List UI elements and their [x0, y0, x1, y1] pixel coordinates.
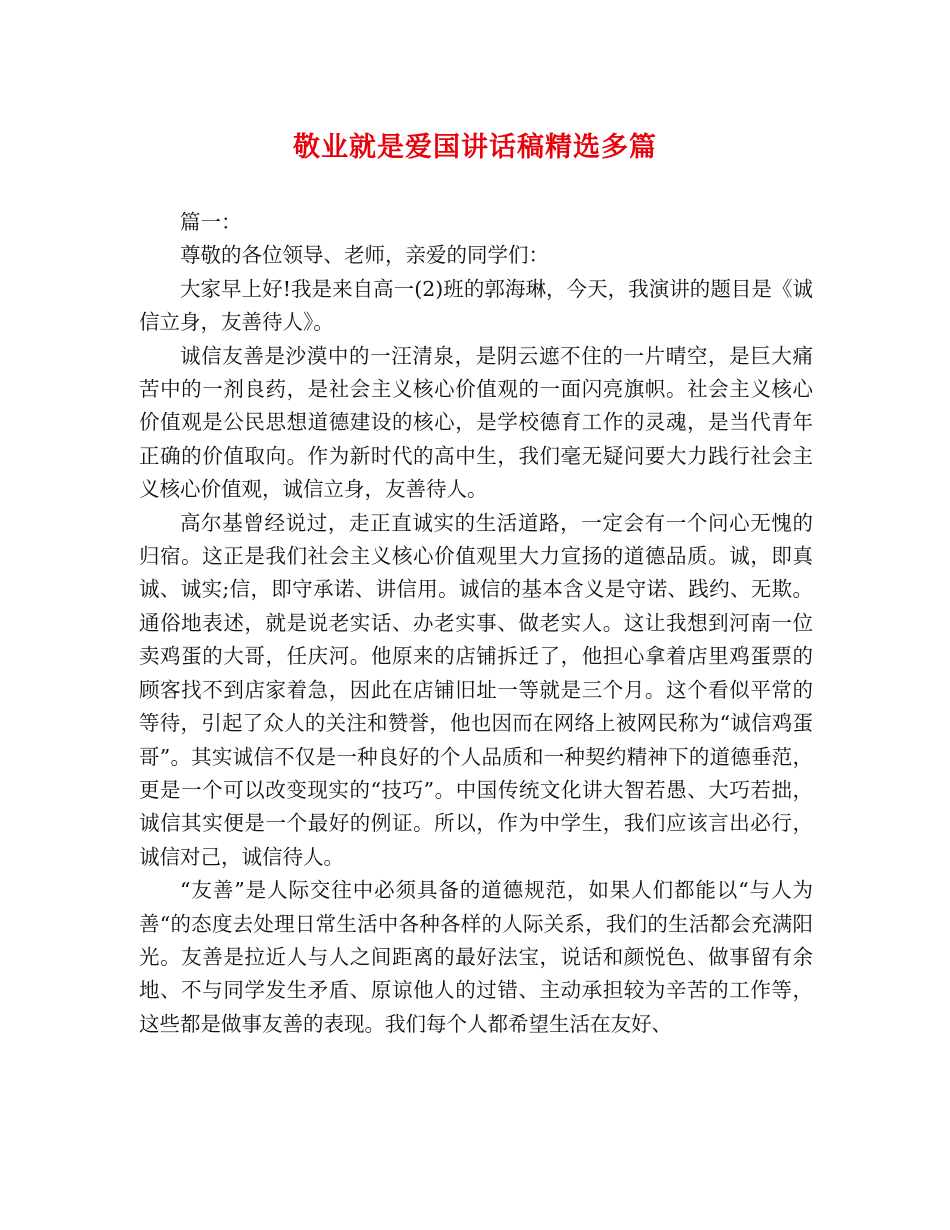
paragraph-friendliness: “友善”是人际交往中必须具备的道德规范，如果人们都能以“与人为善“的态度去处理日常生活中各种各样的人际关系，我们的生活都会充满阳光。友善是拉近人与人之间距离的最好法宝，说话和颜悦色、做事留有余地、不与同学发生矛盾、原谅他人的过错、主动承担较为辛苦的工作等，这些都是做事友善的表现。我们每个人都希望生活在友好、	[139, 878, 813, 1036]
document-title: 敬业就是爱国讲话稿精选多篇	[293, 132, 657, 163]
section-heading: 篇一：	[180, 210, 242, 234]
document-body	[139, 206, 813, 1041]
paragraph-integrity-friendliness: 诚信友善是沙漠中的一汪清泉，是阴云遮不住的一片晴空，是巨大痛苦中的一剂良药，是社会主义核心价值观的一面闪亮旗帜。社会主义核心价值观是公民思想道德建设的核心，是学校德育工作的灵魂，是当代青年正确的价值取向。作为新时代的高中生，我们毫无疑问要大力践行社会主义核心价值观，诚信立身，友善待人。	[139, 343, 813, 502]
salutation: 尊敬的各位领导、老师，亲爱的同学们：	[180, 243, 549, 268]
paragraph-intro: 大家早上好!我是来自高一(2)班的郭海琳，今天，我演讲的题目是《诚信立身，友善待人》。	[139, 276, 813, 335]
paragraph-gorky: 高尔基曾经说过，走正直诚实的生活道路，一定会有一个问心无愧的归宿。这正是我们社会主义核心价值观里大力宣扬的道德品质。诚，即真诚、诚实;信，即守承诺、讲信用。诚信的基本含义是守诺、践约、无欺。通俗地表述，就是说老实话、办老实事、做老实人。这让我想到河南一位卖鸡蛋的大哥，任庆河。他原来的店铺拆迁了，他担心拿着店里鸡蛋票的顾客找不到店家着急，因此在店铺旧址一等就是三个月。这个看似平常的等待，引起了众人的关注和赞誉，他也因而在网络上被网民称为“诚信鸡蛋哥”。其实诚信不仅是一种良好的个人品质和一种契约精神下的道德垂范，更是一个可以改变现实的“技巧”。中国传统文化讲大智若愚、大巧若拙，诚信其实便是一个最好的例证。所以，作为中学生，我们应该言出必行，诚信对己，诚信待人。	[139, 510, 813, 869]
